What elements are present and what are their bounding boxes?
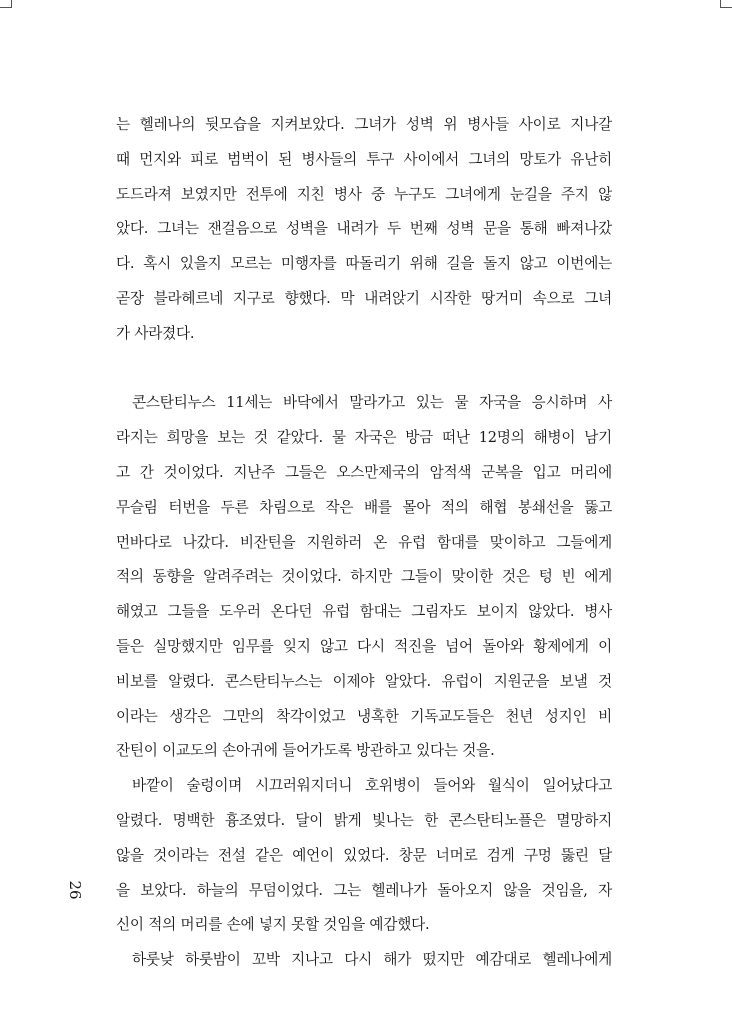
paragraph-2 <box>116 386 612 769</box>
text-line: 는 헬레나의 뒷모습을 지켜보았다. 그녀가 성벽 위 병사들 사이로 지나갈 <box>116 116 612 133</box>
text-line: 해였고 그들을 도우러 온다던 유럽 함대는 그림자도 보이지 않았다. 병사 <box>116 603 612 621</box>
page-number: 26 <box>66 880 84 900</box>
paragraph-3 <box>116 769 612 943</box>
text-line: 무슬림 터번을 두른 차림으로 작은 배를 몰아 적의 해협 봉쇄선을 뚫고 <box>116 498 612 516</box>
crop-mark-top-left-vertical <box>11 0 12 8</box>
text-line: 먼바다로 나갔다. 비잔틴을 지원하러 온 유럽 함대를 맞이하고 그들에게 <box>116 533 612 551</box>
text-line: 가 사라졌다. <box>116 324 195 342</box>
text-line: 적의 동향을 알려주려는 것이었다. 하지만 그들이 맞이한 것은 텅 빈 에게 <box>116 568 612 586</box>
text-line: 비보를 알렸다. 콘스탄티누스는 이제야 알았다. 유럽이 지원군을 보낼 것 <box>116 672 612 690</box>
crop-mark-top-right-horizontal <box>720 7 732 8</box>
text-line: 알렸다. 명백한 흉조였다. 달이 밝게 빛나는 한 콘스탄티노플은 멸망하지 <box>116 811 612 829</box>
paragraph-gap <box>116 352 612 387</box>
text-line: 콘스탄티누스 11세는 바닥에서 말라가고 있는 물 자국을 응시하며 사 <box>132 394 612 412</box>
text-line: 다. 혹시 있을지 모르는 미행자를 따돌리기 위해 길을 돌지 않고 이번에는 <box>116 255 612 273</box>
text-line: 잔틴이 이교도의 손아귀에 들어가도록 방관하고 있다는 것을. <box>116 742 495 760</box>
text-line: 곧장 블라헤르네 지구로 향했다. 막 내려앉기 시작한 땅거미 속으로 그녀 <box>116 289 612 307</box>
text-line: 때 먼지와 피로 범벅이 된 병사들의 투구 사이에서 그녀의 망토가 유난히 <box>116 150 612 168</box>
text-line: 라지는 희망을 보는 것 같았다. 물 자국은 방금 떠난 12명의 해병이 남기 <box>116 429 612 447</box>
crop-mark-top-right-vertical <box>720 0 721 8</box>
text-line: 았다. 그녀는 잰걸음으로 성벽을 내려가 두 번째 성벽 문을 통해 빠져나갔 <box>116 220 612 238</box>
paragraph-4 <box>116 943 612 978</box>
text-line: 않을 것이라는 전설 같은 예언이 있었다. 창문 너머로 검게 구멍 뚫린 달 <box>116 846 612 864</box>
paragraph-1 <box>116 108 612 352</box>
text-line: 도드라져 보였지만 전투에 지친 병사 중 누구도 그녀에게 눈길을 주지 않 <box>116 185 612 203</box>
text-line: 을 보았다. 하늘의 무덤이었다. 그는 헬레나가 돌아오지 않을 것임을, 자 <box>116 881 612 899</box>
text-line: 들은 실망했지만 임무를 잊지 않고 다시 적진을 넘어 돌아와 황제에게 이 <box>116 637 612 655</box>
text-line: 고 간 것이었다. 지난주 그들은 오스만제국의 암적색 군복을 입고 머리에 <box>116 463 612 481</box>
text-line: 하룻낮 하룻밤이 꼬박 지나고 다시 해가 떴지만 예감대로 헬레나에게 <box>132 951 612 969</box>
body-text <box>116 108 612 978</box>
text-line: 바깥이 술렁이며 시끄러워지더니 호위병이 들어와 월식이 일어났다고 <box>132 777 612 795</box>
text-line: 이라는 생각은 그만의 착각이었고 냉혹한 기독교도들은 천년 성지인 비 <box>116 707 612 725</box>
text-line: 신이 적의 머리를 손에 넣지 못할 것임을 예감했다. <box>116 916 430 934</box>
